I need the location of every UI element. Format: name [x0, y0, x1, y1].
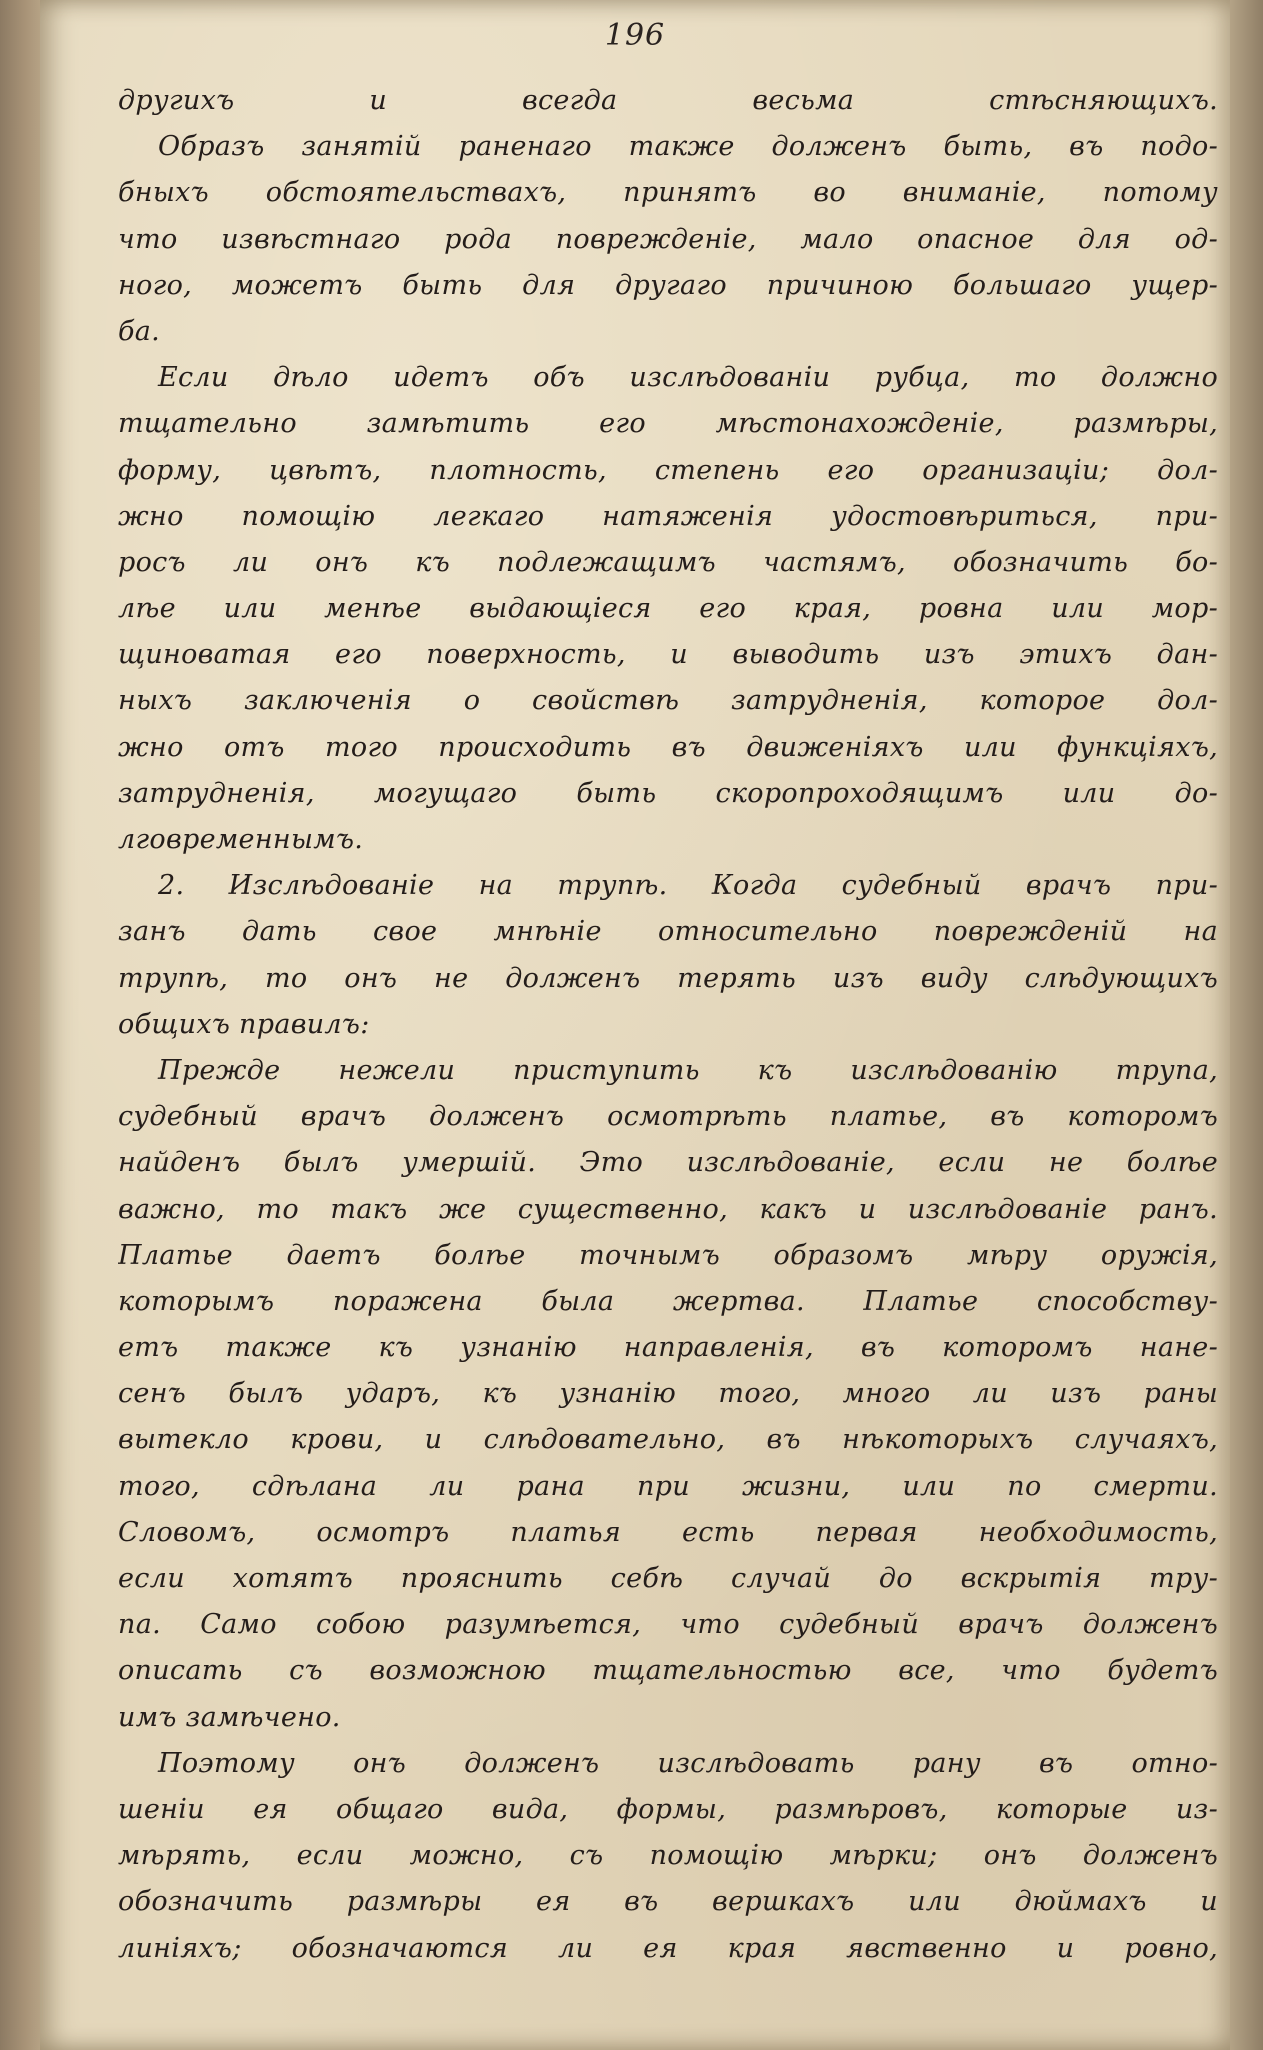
text-line: лговременнымъ.	[118, 824, 364, 855]
text-line: тщательно замѣтить его мѣстонахожденіе, размѣры,	[118, 408, 1218, 440]
text-line: затрудненія, могущаго быть скоропроходящимъ или до-	[118, 777, 1218, 809]
text-line: Поэтому онъ долженъ изслѣдовать рану въ отно-	[158, 1747, 1218, 1779]
text-line: что извѣстнаго рода поврежденіе, мало опасное для од-	[118, 223, 1218, 255]
manuscript-page	[40, 0, 1230, 2050]
text-line: сенъ былъ ударъ, къ узнанію того, много ли изъ раны	[118, 1378, 1218, 1410]
text-line: судебный врачъ долженъ осмотрѣть платье, въ которомъ	[118, 1101, 1218, 1133]
text-line: важно, то такъ же существенно, какъ и изслѣдованіе ранъ.	[118, 1193, 1218, 1225]
text-line: того, сдѣлана ли рана при жизни, или по смерти.	[118, 1470, 1218, 1502]
text-line: росъ ли онъ къ подлежащимъ частямъ, обозначить бо-	[118, 546, 1218, 578]
manuscript-text	[118, 78, 1218, 1972]
text-line: Платье даетъ болѣе точнымъ образомъ мѣру оружія,	[118, 1239, 1218, 1271]
text-line: найденъ былъ умершій. Это изслѣдованіе, если не болѣе	[118, 1147, 1218, 1179]
text-line: другихъ и всегда весьма стѣсняющихъ.	[118, 85, 1218, 116]
text-line: мѣрять, если можно, съ помощію мѣрки; онъ долженъ	[118, 1840, 1218, 1872]
text-line: имъ замѣчено.	[118, 1701, 341, 1733]
text-line: бныхъ обстоятельствахъ, принятъ во вниманіе, потому	[118, 177, 1218, 209]
text-line: Образъ занятій раненаго также долженъ быть, въ подо-	[158, 131, 1218, 163]
text-line: вытекло крови, и слѣдовательно, въ нѣкоторыхъ случаяхъ,	[118, 1424, 1218, 1456]
text-line: общихъ правилъ:	[118, 1008, 370, 1040]
page-number: 196	[604, 18, 666, 53]
text-line: Словомъ, осмотръ платья есть первая необходимость,	[118, 1516, 1218, 1548]
text-line: жно отъ того происходить въ движеніяхъ или функціяхъ,	[118, 731, 1218, 763]
text-line: если хотятъ прояснить себѣ случай до вскрытія тру-	[118, 1563, 1218, 1594]
text-line: па. Само собою разумѣется, что судебный врачъ долженъ	[118, 1609, 1218, 1641]
text-line: которымъ поражена была жертва. Платье способству-	[118, 1285, 1218, 1317]
text-line: форму, цвѣтъ, плотность, степень его организаціи; дол-	[118, 454, 1218, 486]
text-line: линіяхъ; обозначаются ли ея края явственно и ровно,	[118, 1932, 1218, 1964]
text-line: Если дѣло идетъ объ изслѣдованіи рубца, то должно	[158, 362, 1218, 394]
text-line: обозначить размѣры ея въ вершкахъ или дюймахъ и	[118, 1886, 1218, 1918]
text-line: трупѣ, то онъ не долженъ терять изъ виду слѣдующихъ	[118, 962, 1218, 994]
text-line: занъ дать свое мнѣніе относительно поврежденій на	[118, 916, 1218, 948]
text-line: ба.	[118, 315, 161, 347]
text-line: ныхъ заключенія о свойствѣ затрудненія, которое дол-	[118, 685, 1218, 717]
section-heading-line: 2. Изслѣдованіе на трупѣ. Когда судебный врачъ при-	[158, 870, 1218, 902]
text-line: описать съ возможною тщательностью все, что будетъ	[118, 1655, 1218, 1687]
text-line: шеніи ея общаго вида, формы, размѣровъ, которые из-	[118, 1793, 1218, 1825]
text-line: лѣе или менѣе выдающіеся его края, ровна или мор-	[118, 593, 1218, 625]
text-line: етъ также къ узнанію направленія, въ которомъ нане-	[118, 1332, 1218, 1364]
text-line: ного, можетъ быть для другаго причиною большаго ущер-	[118, 269, 1218, 301]
text-line: Прежде нежели приступить къ изслѣдованію трупа,	[158, 1054, 1218, 1086]
text-line: жно помощію легкаго натяженія удостовѣриться, при-	[118, 500, 1218, 532]
text-line: щиноватая его поверхность, и выводить изъ этихъ дан-	[118, 639, 1218, 671]
